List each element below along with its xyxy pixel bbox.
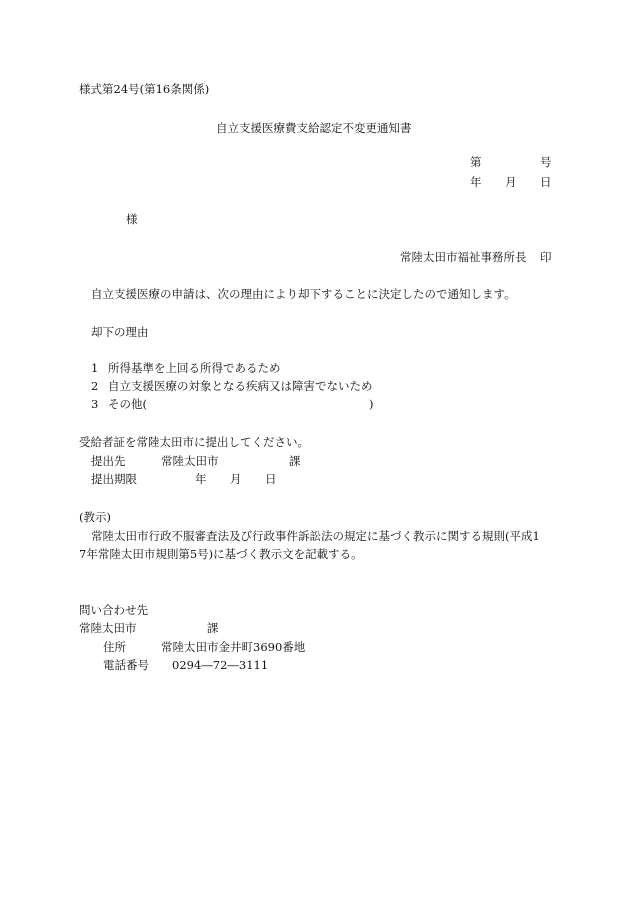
document-title: 自立支援医療費支給認定不変更通知書: [216, 121, 412, 135]
body-text: 自立支援医療の申請は、次の理由により却下することに決定したので通知します。: [91, 287, 516, 301]
notice-line-1: 常陸太田市行政不服審査法及び行政事件訴訟法の規定に基づく教示に関する規則(平成1: [91, 529, 540, 543]
deadline-year: 年: [195, 472, 207, 486]
sender: 常陸太田市福祉事務所長: [400, 250, 527, 264]
seal: 印: [540, 250, 552, 264]
contact-ka: 課: [207, 621, 219, 635]
number-go: 号: [540, 155, 552, 169]
reason-item-3-text: その他(: [108, 397, 147, 411]
number-dai: 第: [470, 155, 482, 169]
submit-deadline-label: 提出期限: [91, 472, 137, 486]
deadline-month: 月: [230, 472, 242, 486]
reason-item-2-text: 自立支援医療の対象となる疾病又は障害でないため: [108, 379, 373, 393]
date-day: 日: [540, 175, 552, 189]
reason-item-2-num: 2: [91, 379, 99, 393]
reason-item-1-num: 1: [91, 361, 99, 375]
notice-line-2: 7年常陸太田市規則第5号)に基づく教示文を記載する。: [79, 547, 363, 561]
contact-heading: 問い合わせ先: [79, 603, 148, 617]
submit-to-label: 提出先: [91, 454, 126, 468]
deadline-day: 日: [265, 472, 277, 486]
form-label: 様式第24号(第16条関係): [79, 82, 210, 96]
reason-item-1-text: 所得基準を上回る所得であるため: [108, 361, 281, 375]
phone-value: 0294―72―3111: [172, 658, 269, 672]
date-year: 年: [470, 175, 482, 189]
date-month: 月: [505, 175, 517, 189]
reason-close-paren: ): [369, 397, 374, 411]
submit-instruction: 受給者証を常陸太田市に提出してください。: [79, 435, 309, 449]
address-label: 住所: [103, 640, 126, 654]
reasons-heading: 却下の理由: [91, 325, 149, 339]
submit-to-ka: 課: [289, 454, 301, 468]
addressee: 様: [126, 212, 138, 226]
reason-item-3-num: 3: [91, 397, 99, 411]
contact-city: 常陸太田市: [79, 621, 137, 635]
address-value: 常陸太田市金井町3690番地: [161, 640, 306, 654]
submit-to-city: 常陸太田市: [161, 454, 219, 468]
notice-heading: (教示): [79, 510, 111, 524]
phone-label: 電話番号: [103, 658, 149, 672]
